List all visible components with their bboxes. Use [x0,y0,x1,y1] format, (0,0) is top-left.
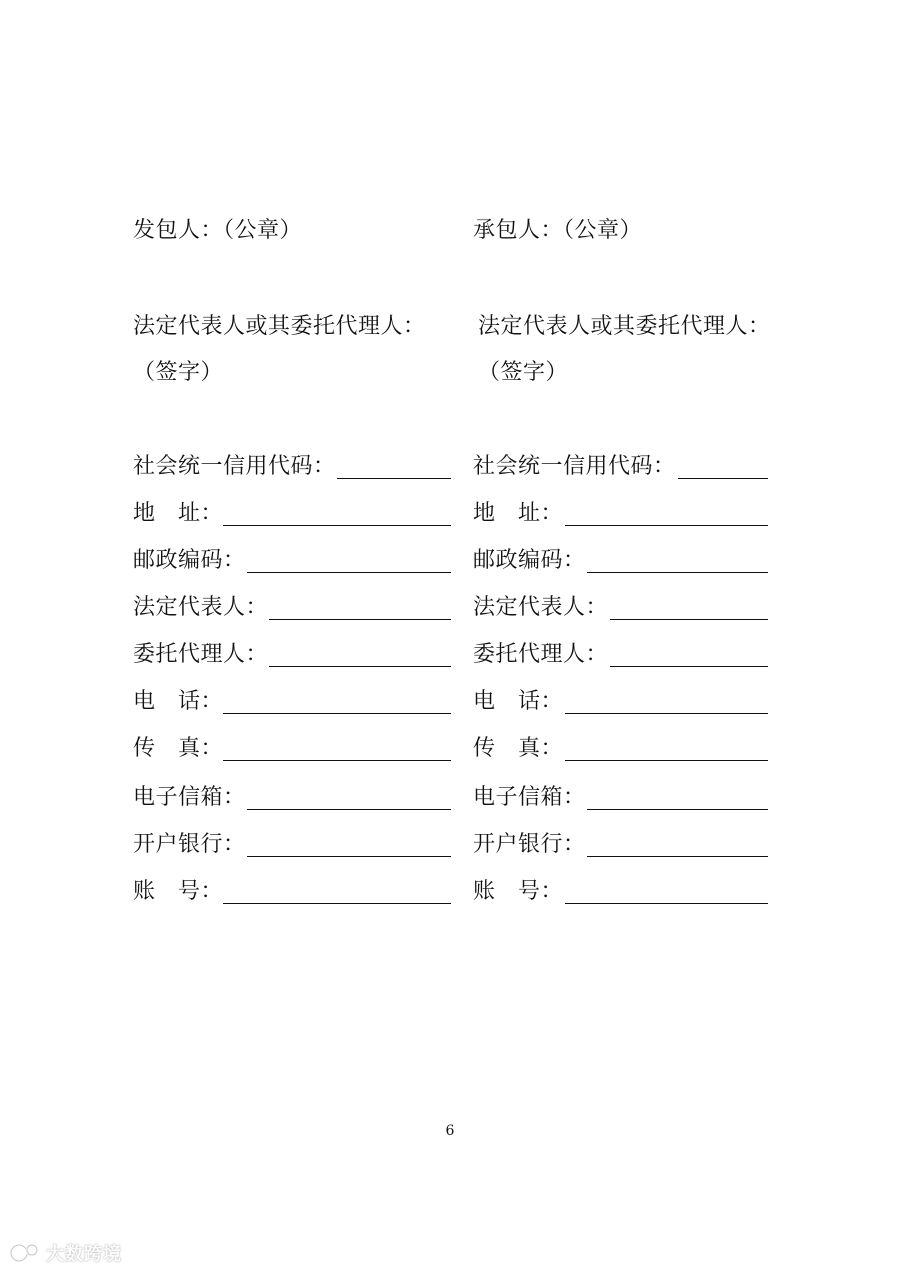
employer-field-row [133,735,451,763]
watermark-logo-icon [8,1242,42,1264]
employer-field-row [133,784,451,812]
contractor-signature-label: （签字） [478,360,569,385]
fill-in-blank-line[interactable] [337,478,451,479]
field-label: 电 话： [133,689,224,714]
fill-in-blank-line[interactable] [587,856,768,857]
contractor-seal-label: 承包人：（公章） [473,218,643,243]
field-label: 电 话： [473,689,564,714]
fill-in-blank-line[interactable] [269,666,451,667]
field-label: 法定代表人： [133,595,269,620]
field-label: 账 号： [473,879,564,904]
fill-in-blank-line[interactable] [610,666,768,667]
field-label: 传 真： [473,736,564,761]
employer-representative-label: 法定代表人或其委托代理人： [133,314,426,339]
contractor-field-row [473,878,768,906]
fill-in-blank-line[interactable] [247,809,451,810]
fill-in-blank-line[interactable] [247,572,451,573]
fill-in-blank-line[interactable] [565,760,768,761]
fill-in-blank-line[interactable] [223,525,451,526]
contractor-field-row [473,688,768,716]
field-label: 电子信箱： [133,785,246,810]
fill-in-blank-line[interactable] [223,903,451,904]
fill-in-blank-line[interactable] [269,619,451,620]
contractor-field-row [473,735,768,763]
field-label: 账 号： [133,879,224,904]
field-label: 传 真： [133,736,224,761]
contractor-representative-label: 法定代表人或其委托代理人： [478,314,771,339]
fill-in-blank-line[interactable] [565,903,768,904]
field-label: 邮政编码： [133,548,246,573]
field-label: 开户银行： [473,832,586,857]
field-label: 电子信箱： [473,785,586,810]
fill-in-blank-line[interactable] [678,478,768,479]
contractor-field-row [473,784,768,812]
contractor-field-row [473,831,768,859]
fill-in-blank-line[interactable] [610,619,768,620]
field-label: 邮政编码： [473,548,586,573]
employer-field-row [133,500,451,528]
employer-signature-label: （签字） [133,360,224,385]
employer-field-row [133,641,451,669]
contractor-field-row [473,500,768,528]
field-label: 社会统一信用代码： [473,454,676,479]
contractor-field-row [473,453,768,481]
fill-in-blank-line[interactable] [565,713,768,714]
employer-field-row [133,547,451,575]
field-label: 开户银行： [133,832,246,857]
contractor-field-row [473,547,768,575]
contractor-field-row [473,594,768,622]
fill-in-blank-line[interactable] [587,809,768,810]
fill-in-blank-line[interactable] [565,525,768,526]
employer-field-row [133,688,451,716]
fill-in-blank-line[interactable] [223,713,451,714]
fill-in-blank-line[interactable] [223,760,451,761]
field-label: 委托代理人： [133,642,269,667]
fill-in-blank-line[interactable] [587,572,768,573]
employer-field-row [133,453,451,481]
employer-field-row [133,831,451,859]
employer-field-row [133,878,451,906]
field-label: 社会统一信用代码： [133,454,336,479]
field-label: 地 址： [133,501,224,526]
page-number: 6 [445,1123,455,1139]
employer-seal-label: 发包人：（公章） [133,218,303,243]
field-label: 地 址： [473,501,564,526]
watermark-text: 大数跨境 [46,1244,122,1265]
employer-field-row [133,594,451,622]
field-label: 法定代表人： [473,595,609,620]
fill-in-blank-line[interactable] [247,856,451,857]
contractor-field-row [473,641,768,669]
watermark [8,1238,122,1268]
field-label: 委托代理人： [473,642,609,667]
